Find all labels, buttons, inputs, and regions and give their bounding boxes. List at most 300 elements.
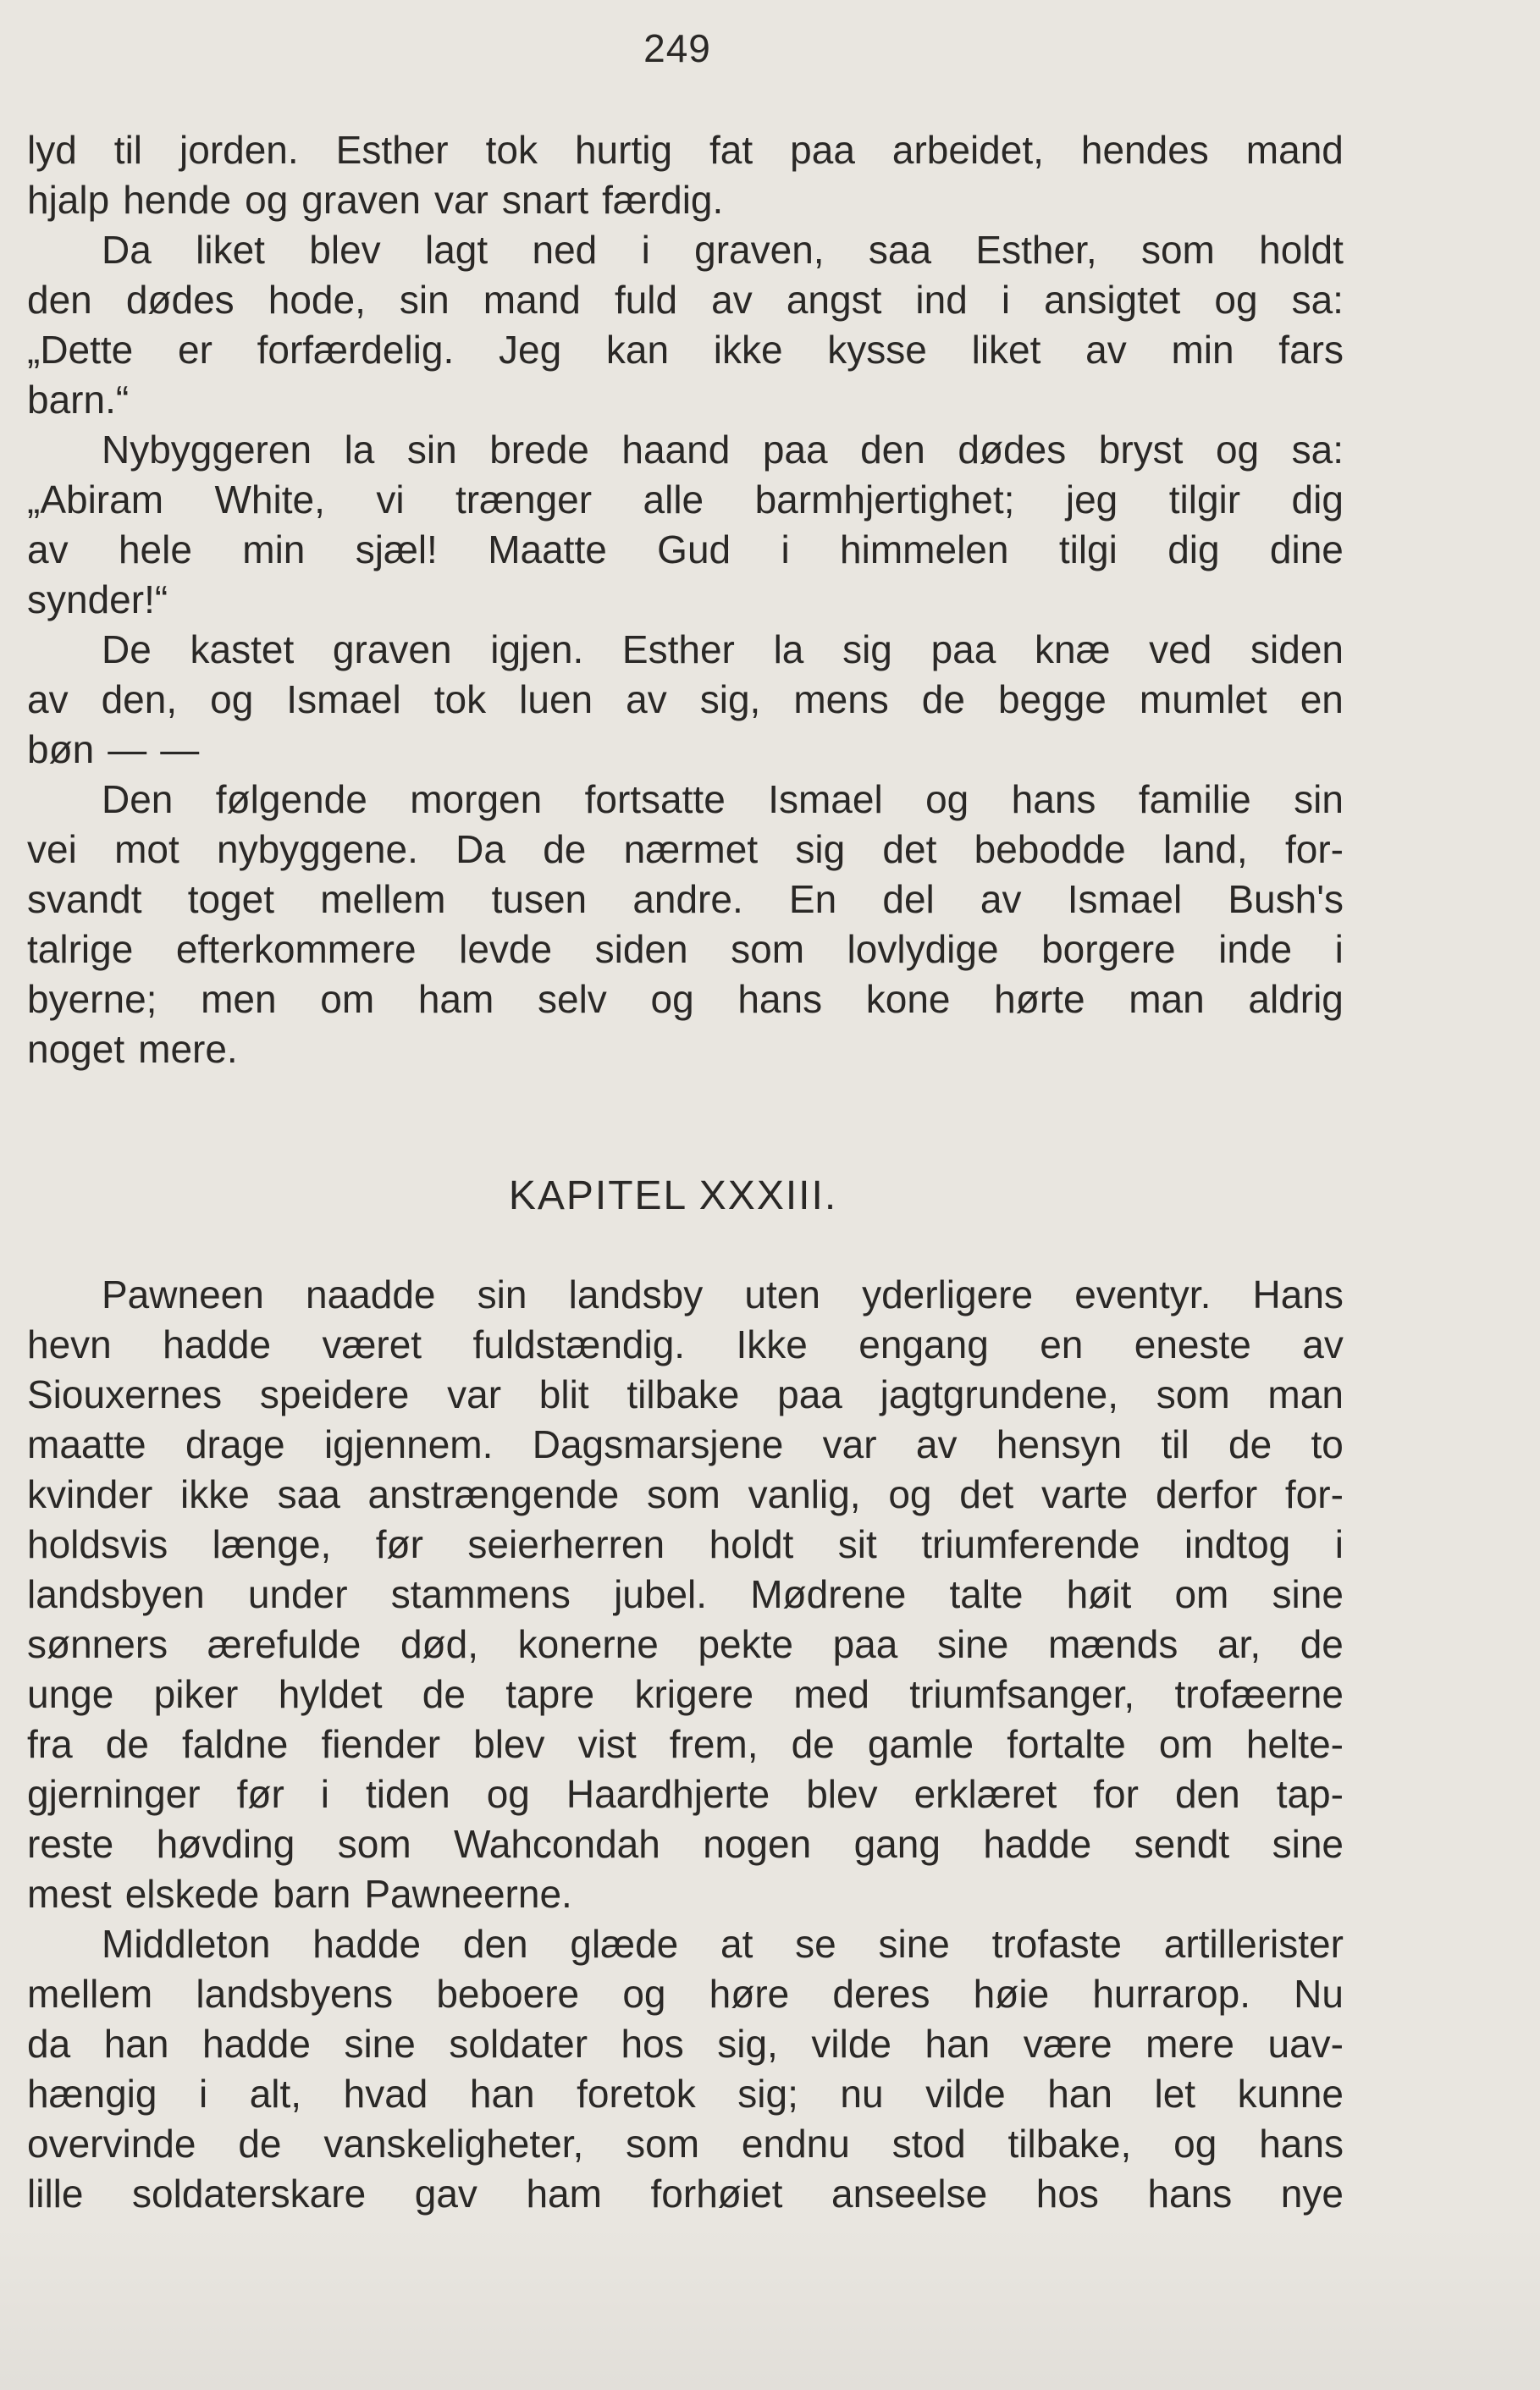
word: Hans [1252,1272,1344,1316]
text-line [27,275,1344,325]
word: stammens [390,1572,571,1616]
word: hans [1011,777,1096,821]
word: fortalte [1007,1722,1126,1766]
word: hos [1035,2172,1099,2216]
text-line [27,475,1344,525]
word: kysse [827,328,927,372]
word: om [320,977,375,1021]
word: eneste [1134,1322,1251,1366]
word: mest [27,1872,112,1916]
word: Esther [335,128,449,172]
word: gjerninger [27,1772,201,1816]
word: beboere [436,1972,580,2016]
word: i [1001,278,1011,322]
word: holdt [709,1522,794,1566]
chapter-title: KAPITEL XXXIII. [508,1173,838,1218]
word: eventyr. [1074,1272,1212,1316]
text-line [27,1719,1344,1769]
word: og [925,777,969,821]
word: let [1154,2072,1196,2116]
word: levde [459,927,553,971]
text-line [27,725,1344,775]
word: min [242,527,306,571]
word: ham [526,2172,602,2216]
word: elskede [124,1872,260,1916]
word: brede [489,428,589,472]
word: i [781,527,790,571]
word: høre [709,1972,790,2016]
word: i [1334,927,1344,971]
word: Ismael [1067,877,1183,921]
word: knæ [1035,627,1111,671]
word: jagtgrundene, [880,1372,1118,1416]
word: død, [400,1622,478,1666]
word: jorden. [179,128,299,172]
word: helte- [1245,1722,1344,1766]
word: landsbyens [196,1972,394,2016]
word: hurrarop. [1092,1972,1250,2016]
word: de [1228,1422,1272,1466]
word: i [320,1772,329,1816]
word: efterkommere [175,927,417,971]
word: som [1140,228,1215,272]
word: Nybyggeren [102,428,312,472]
word: mand [1245,128,1344,172]
word: triumfsanger, [909,1672,1135,1716]
word: land, [1162,827,1248,871]
text-line [27,2069,1344,2119]
word: Den [102,777,174,821]
word: under [247,1572,348,1616]
word: yderligere [862,1272,1034,1316]
word: Mødrene [750,1572,907,1616]
word: til [113,128,143,172]
word: som [646,1472,720,1516]
word: tapre [505,1672,595,1716]
word: høvding [156,1822,295,1866]
word: vist [577,1722,637,1766]
word: man [1267,1372,1344,1416]
word: Jeg [498,328,562,372]
text-line [27,825,1344,875]
word: fiender [321,1722,441,1766]
word: fuldstændig. [472,1322,686,1366]
word: med [793,1672,869,1716]
text-line [27,1270,1344,1320]
word: Esther [621,627,735,671]
word: aldrig [1248,977,1344,1021]
word: bryst [1098,428,1184,472]
word: av [980,877,1022,921]
word: siden [1250,627,1344,671]
word: hvad [343,2072,428,2116]
word: Middleton [102,1922,271,1966]
word: men [201,977,277,1021]
word: blev [309,228,381,272]
word: kone [865,977,951,1021]
word: mand [483,278,581,322]
word: de [105,1722,149,1766]
word: borgere [1041,927,1176,971]
word: — [160,727,200,771]
word: sin [477,1272,527,1316]
word: nybyggene. [217,827,418,871]
word: mellem [320,877,446,921]
word: trofaste [991,1922,1123,1966]
word: drage [185,1422,285,1466]
word: paa [832,1622,898,1666]
word: tilgir [1168,477,1241,522]
word: av [915,1422,958,1466]
word: graven [301,178,421,222]
word: hele [118,527,192,571]
word: seierherren [467,1522,665,1566]
word: i [198,2072,208,2116]
word: nærmet [623,827,759,871]
word: og [245,178,289,222]
word: Haardhjerte [566,1772,770,1816]
text-block-before-chapter [27,125,1344,1074]
word: mens [793,677,889,721]
word: liket [196,228,265,272]
word: vanskeligheter, [323,2122,584,2166]
word: dig [1291,477,1344,522]
word: sig [795,827,846,871]
word: to [1311,1422,1344,1466]
word: ind [915,278,968,322]
word: lagt [425,228,488,272]
word: luen [519,677,593,721]
word: frem, [669,1722,759,1766]
word: fars [1278,328,1344,372]
text-line [27,575,1344,625]
word: de [422,1672,466,1716]
word: og [1173,2122,1217,2166]
word: mot [114,827,179,871]
word: talte [949,1572,1024,1616]
word: naadde [306,1272,436,1316]
word: sin [399,278,450,322]
word: forfærdelig. [257,328,455,372]
word: deres [832,1972,930,2016]
word: dødes [958,428,1067,472]
word: fra [27,1722,73,1766]
word: del [882,877,935,921]
text-line [27,525,1344,575]
word: av [1085,328,1127,372]
text-line [27,1869,1344,1919]
word: tusen [491,877,588,921]
word: for [1093,1772,1139,1816]
word: piker [153,1672,239,1716]
word: begge [997,677,1107,721]
word: jubel. [614,1572,708,1616]
word: de [1300,1622,1344,1666]
word: se [795,1922,836,1966]
word: graven [332,627,452,671]
word: Siouxernes [27,1372,223,1416]
word: ikke [713,328,783,372]
word: av [626,677,667,721]
word: trænger [455,477,593,522]
word: ar, [1217,1622,1261,1666]
text-line [27,2019,1344,2069]
word: svandt [27,877,142,921]
word: sendt [1134,1822,1230,1866]
text-line [27,1024,1344,1074]
word: er [177,328,213,372]
text-line [27,925,1344,974]
text-line [27,425,1344,475]
word: uav- [1267,2022,1344,2066]
word: selv [538,977,607,1021]
word: Ismael [286,677,401,721]
word: Nu [1294,1972,1344,2016]
word: han [469,2072,535,2116]
word: vanlig, [748,1472,861,1516]
word: sine [344,2022,416,2066]
word: av [1302,1322,1344,1366]
word: lille [27,2172,84,2216]
text-line [27,1420,1344,1470]
word: en [1040,1322,1084,1366]
word: Wahcondah [454,1822,660,1866]
text-line [27,875,1344,925]
word: byerne; [27,977,157,1021]
text-line [27,375,1344,425]
word: graven, [694,228,825,272]
word: stod [891,2122,966,2166]
word: man [1129,977,1205,1021]
word: jeg [1065,477,1118,522]
word: siden [594,927,688,971]
word: Maatte [488,527,607,571]
word: sig [842,627,892,671]
word: om [1158,1722,1213,1766]
word: unge [27,1672,114,1716]
text-line [27,1769,1344,1819]
word: dig [1167,527,1220,571]
word: hjalp [27,178,110,222]
text-line [27,1470,1344,1520]
word: sa: [1291,428,1344,472]
word: vilde [811,2022,891,2066]
word: indtog [1184,1522,1291,1566]
word: og [1215,428,1260,472]
word: reste [27,1822,114,1866]
text-line [27,125,1344,175]
word: kvinder [27,1472,153,1516]
word: artillerister [1163,1922,1344,1966]
text-line [27,1620,1344,1670]
word: hos [621,2022,684,2066]
word: av [711,278,753,322]
word: min [1171,328,1234,372]
word: faldne [182,1722,289,1766]
text-line [27,2119,1344,2169]
word: igjennem. [323,1422,494,1466]
text-line [27,625,1344,675]
word: i [641,228,650,272]
word: fortsatte [584,777,726,821]
word: han [103,2022,169,2066]
word: for- [1284,1472,1344,1516]
word: paa [790,128,855,172]
word: bøn [27,727,95,771]
word: maatte [27,1422,146,1466]
word: talrige [27,927,134,971]
word: av [27,527,69,571]
word: ned [532,228,598,272]
word: lovlydige [847,927,999,971]
word: derfor [1155,1472,1258,1516]
word: lyd [27,128,77,172]
word: det [959,1472,1014,1516]
word: ikke [180,1472,250,1516]
word: saa [277,1472,340,1516]
word: overvinde [27,2122,196,2166]
word: færdig. [602,178,724,222]
text-line [27,1570,1344,1620]
word: Pawneen [102,1272,264,1316]
word: Pawneerne. [364,1872,572,1916]
word: liket [971,328,1041,372]
word: dine [1269,527,1344,571]
word: han [1047,2072,1112,2116]
word: forhøiet [650,2172,783,2216]
word: høit [1066,1572,1132,1616]
word: Bush's [1228,877,1344,921]
text-line [27,225,1344,275]
text-line [27,1969,1344,2019]
word: hadde [983,1822,1092,1866]
word: snart [501,178,589,222]
word: tok [433,677,487,721]
word: den [27,278,92,322]
text-line [27,325,1344,375]
word: endnu [741,2122,850,2166]
word: hendes [1080,128,1209,172]
page-edge-shade [0,2221,1540,2390]
word: toget [187,877,275,921]
word: sønners [27,1622,168,1666]
word: familie [1138,777,1251,821]
word: hans [1259,2122,1344,2166]
word: saa [868,228,932,272]
word: anstrængende [367,1472,620,1516]
word: blev [806,1772,878,1816]
word: krigere [634,1672,754,1716]
word: sjæl! [355,527,438,571]
word: ansigtet [1044,278,1181,322]
word: hevn [27,1322,112,1366]
word: de [543,827,587,871]
word: kunne [1237,2072,1344,2116]
word: sig, [699,677,761,721]
word: andre. [632,877,743,921]
word: — [108,727,147,771]
word: kastet [190,627,295,671]
word: at [720,1922,753,1966]
word: den [1174,1772,1240,1816]
word: himmelen [840,527,1009,571]
word: som [1156,1372,1230,1416]
word: soldaterskare [132,2172,367,2216]
word: landsby [568,1272,704,1316]
word: det [882,827,937,871]
word: sin [1294,777,1344,821]
word: sin [406,428,457,472]
word: barmhjertighet; [754,477,1015,522]
word: var [447,1372,502,1416]
word: angst [786,278,882,322]
word: fat [709,128,753,172]
word: foretok [577,2072,696,2116]
word: sig, [717,2022,778,2066]
word: erklæret [914,1772,1057,1816]
word: og [486,1772,530,1816]
word: tap- [1276,1772,1344,1816]
word: vi [376,477,405,522]
text-line [27,974,1344,1024]
word: og [1214,278,1258,322]
word: som [337,1822,411,1866]
word: en [1300,677,1344,721]
word: En [788,877,837,921]
word: holdsvis [27,1522,168,1566]
word: var [433,178,488,222]
word: vilde [925,2072,1006,2116]
word: og [210,677,254,721]
word: høie [973,1972,1050,2016]
word: mere. [138,1027,238,1071]
text-line [27,175,1344,225]
word: sa: [1291,278,1344,322]
word: paa [762,428,828,472]
word: ved [1149,627,1212,671]
word: hængig [27,2072,157,2116]
word: hurtig [574,128,673,172]
word: hode, [268,278,366,322]
word: inde [1218,927,1293,971]
word: sig; [737,2072,798,2116]
word: mere [1145,2022,1234,2066]
word: som [626,2122,700,2166]
word: den [462,1922,528,1966]
text-line [27,1520,1344,1570]
word: paa [777,1372,842,1416]
word: triumferende [921,1522,1140,1566]
text-line [27,675,1344,725]
page-number: 249 [643,26,711,70]
word: Dagsmarsjene [532,1422,784,1466]
word: pekte [698,1622,793,1666]
word: den, [101,677,178,721]
word: ham [417,977,494,1021]
word: længe, [212,1522,332,1566]
word: uten [744,1272,820,1316]
word: speidere [259,1372,410,1416]
word: tiden [365,1772,450,1816]
word: nu [840,2072,884,2116]
word: hende [123,178,232,222]
word: hans [737,977,823,1021]
word: han [925,2022,991,2066]
word: i [1334,1522,1344,1566]
word: soldater [449,2022,588,2066]
word: om [1174,1572,1229,1616]
word: noget [27,1027,125,1071]
